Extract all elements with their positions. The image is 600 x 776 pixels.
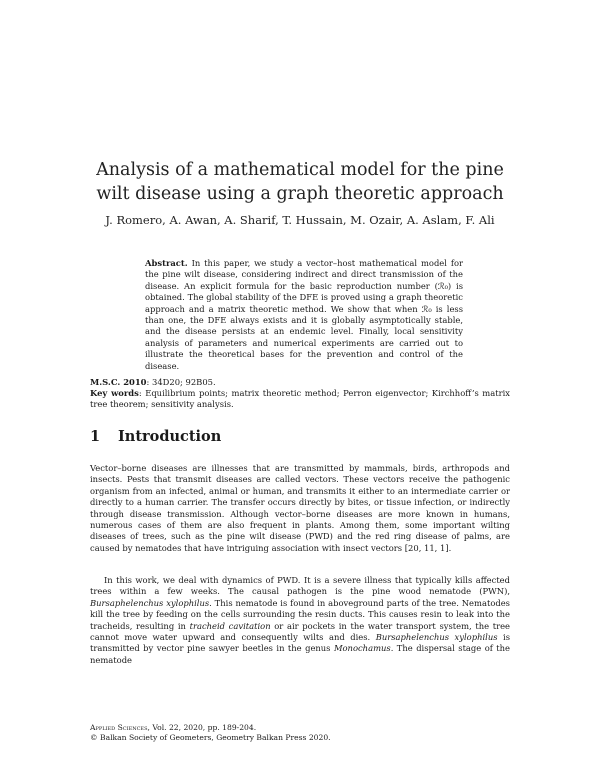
abstract-label: Abstract. bbox=[145, 258, 188, 268]
section-number: 1 bbox=[90, 428, 101, 445]
species-name: Bursaphelenchus xylophilus bbox=[375, 632, 498, 643]
keywords-text: : Equilibrium points; matrix theoretic method; Perron eigenvector; Kirchhoff’s matrix tree theorem; sensitivity analysis. bbox=[90, 388, 511, 410]
section-title: Introduction bbox=[118, 428, 222, 445]
paragraph-text: . This nematode is found in aboveground parts of the tree. Nematodes kill the tree by feeding on the cells surrounding the resin ducts. This causes resin to leak into the tracheids, resulting in bbox=[90, 597, 510, 631]
keywords-label: Key words bbox=[90, 388, 139, 398]
citation-details: , Vol. 22, 2020, pp. 189-204. bbox=[147, 723, 257, 732]
author-list: J. Romero, A. Awan, A. Sharif, T. Hussain, M. Ozair, A. Aslam, F. Ali bbox=[105, 213, 495, 227]
paragraph-text: is transmitted by vector pine sawyer beetles in the genus bbox=[90, 632, 511, 654]
copyright-notice: © Balkan Society of Geometers, Geometry Balkan Press 2020. bbox=[90, 733, 331, 743]
paper-title: Analysis of a mathematical model for the pine wilt disease using a graph theoretic approach bbox=[96, 160, 504, 204]
keywords bbox=[90, 388, 510, 411]
paragraph-text: . The dispersal stage of the nematode bbox=[90, 643, 510, 665]
msc-codes: : 34D20; 92B05. bbox=[146, 377, 216, 387]
intro-paragraph-1: Vector–borne diseases are illnesses that are transmitted by mammals, birds, arthropods and insects. Pests that transmit diseases are called vectors. These vectors receive the pathogenic organism from an infected, animal or human, and transmits it either to an intermediate carrier or directly to a human carrier. The transfer occurs directly by bites, or tissue infection, or indirectly through disease transmission. Although vector–borne diseases are more known in humans, numerous cases of them are also frequent in plants. Among them, some important wilting diseases of trees, such as the pine wilt disease (PWD) and the red ring disease of palms, are caused by nematodes that have intriguing association with insect vectors [20, 11, 1]. bbox=[90, 463, 510, 553]
intro-paragraph-2 bbox=[90, 575, 510, 666]
abstract bbox=[145, 258, 463, 372]
species-name: Bursaphelenchus xylophilus bbox=[90, 597, 210, 608]
paragraph-text: or air pockets in the water transport system, the tree cannot move water upward and consequently wilts and dies. bbox=[90, 620, 511, 643]
journal-citation bbox=[90, 723, 510, 733]
section-heading bbox=[90, 428, 221, 445]
paragraph-text: In this work, we deal with dynamics of PWD. It is a severe illness that typically kills affected trees within a few weeks. The causal pathogen is the pine wood nematode (PWN), bbox=[90, 575, 510, 597]
abstract-text: In this paper, we study a vector–host mathematical model for the pine wilt disease, considering indirect and direct transmission of the disease. An explicit formula for the basic reproduction number (ℛ₀) is obtained. The global stability of the DFE is proved using a graph theoretic approach and a matrix theoretic method. We show that when ℛ₀ is less than one, the DFE always exists and it is globally asymptotically stable, and the disease persists at an endemic level. Finally, local sensitivity analysis of parameters and numerical experiments are carried out to illustrate the theoretical bases for the prevention and control of the disease. bbox=[145, 258, 463, 371]
msc-classification bbox=[90, 377, 510, 388]
page-footer bbox=[90, 723, 510, 744]
term-emphasis: tracheid cavitation bbox=[189, 620, 271, 631]
msc-label: M.S.C. 2010 bbox=[90, 377, 147, 387]
genus-name: Monochamus bbox=[333, 643, 391, 654]
journal-name: Applied Sciences bbox=[90, 723, 148, 732]
